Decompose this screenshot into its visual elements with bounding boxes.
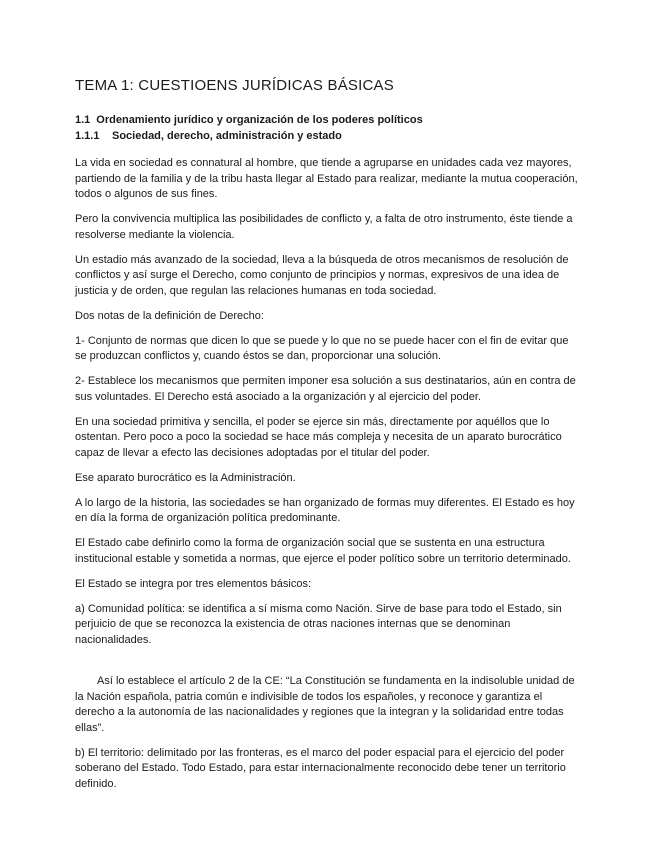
paragraph-list-item: a) Comunidad política: se identifica a sí misma como Nación. Sirve de base para todo el Estado, sin perjuicio de que se reconozca la existencia de otras naciones internas que se denominan nacionalidades. (75, 602, 562, 646)
section-number: 1.1 (75, 114, 91, 126)
paragraph: El Estado se integra por tres elementos básicos: (75, 577, 312, 590)
section-title: Ordenamiento jurídico y organización de los poderes políticos (96, 114, 423, 126)
subsection-number: 1.1.1 (75, 130, 100, 142)
subsection-title: Sociedad, derecho, administración y estado (112, 130, 342, 142)
paragraph-list-item: 2- Establece los mecanismos que permiten imponer esa solución a sus destinatarios, aún en contra de sus voluntades. El Derecho está asociado a la organización y al ejercicio del poder. (75, 375, 576, 403)
paragraph: Ese aparato burocrático es la Administración. (75, 471, 296, 484)
paragraph-list-item: 1- Conjunto de normas que dicen lo que se puede y lo que no se puede hacer con el fin de evitar que se produzcan conflictos y, cuando éstos se dan, proporcionar una solución. (75, 334, 569, 362)
paragraph: Un estadio más avanzado de la sociedad, lleva a la búsqueda de otros mecanismos de resolución de conflictos y así surge el Derecho, como conjunto de principios y normas, expresivos de una idea de justicia y de orden, que regulan las relaciones humanas en toda sociedad. (75, 253, 569, 297)
paragraph-list-item: b) El territorio: delimitado por las fronteras, es el marco del poder espacial para el ejercicio del poder soberano del Estado. Todo Estado, para estar internacionalmente reconocido debe tener un territorio definido. (75, 746, 566, 790)
paragraph: El Estado cabe definirlo como la forma de organización social que se sustenta en una estructura institucional estable y sometida a normas, que ejerce el poder político sobre un territorio determinado. (75, 537, 571, 565)
paragraph: En una sociedad primitiva y sencilla, el poder se ejerce sin más, directamente por aquéllos que lo ostentan. Pero poco a poco la sociedad se hace más compleja y necesita de un aparato burocrático capaz de llevar a efecto las decisiones adoptadas por el titular del poder. (75, 415, 562, 459)
paragraph: Dos notas de la definición de Derecho: (75, 309, 264, 322)
paragraph: Pero la convivencia multiplica las posibilidades de conflicto y, a falta de otro instrumento, éste tiende a resolverse mediante la violencia. (75, 213, 573, 241)
document-title: TEMA 1: CUESTIOENS JURÍDICAS BÁSICAS (75, 77, 394, 94)
section-heading (75, 112, 583, 128)
paragraph: La vida en sociedad es connatural al hombre, que tiende a agruparse en unidades cada vez mayores, partiendo de la familia y de la tribu hasta llegar al Estado para realizar, mediante la mutua cooperación, todos o algunos de sus fines. (75, 157, 578, 200)
subsection-heading (75, 128, 583, 144)
paragraph-article-quote: Así lo establece el artículo 2 de la CE: “La Constitución se fundamenta en la indisoluble unidad de la Nación española, patria común e indivisible de todos los españoles, y reconoce y garantiza el derecho a la autonomía de las nacionalidades y regiones que la integran y la solidaridad entre todas ellas”. (75, 675, 575, 734)
paragraph: A lo largo de la historia, las sociedades se han organizado de formas muy diferentes. El Estado es hoy en día la forma de organización política predominante. (75, 496, 575, 524)
